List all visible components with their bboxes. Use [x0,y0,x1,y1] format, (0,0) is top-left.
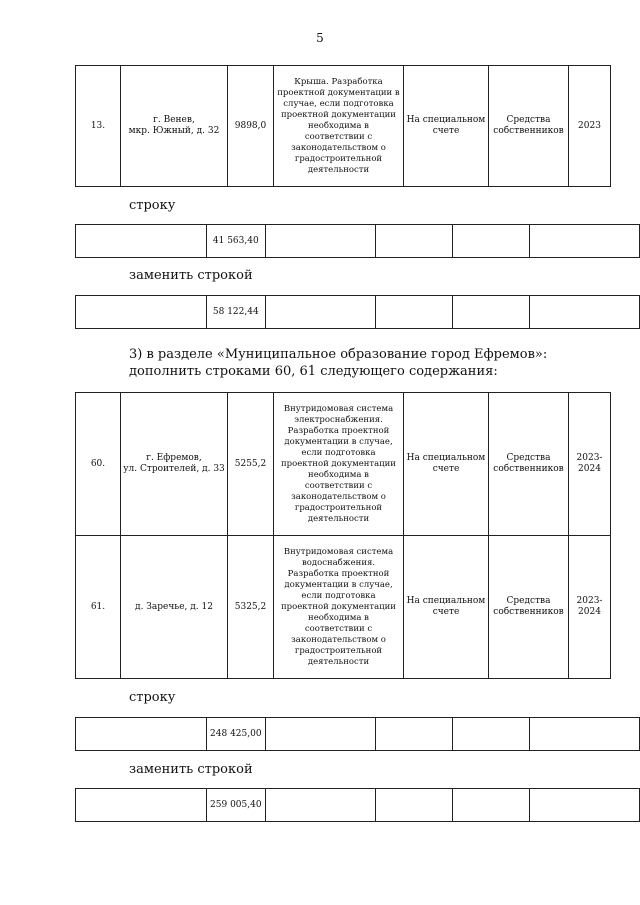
row-account: На специальном счете [404,536,489,679]
row-area: 5325,2 [228,536,274,679]
table-row [76,66,611,187]
address-line-2: ул. Строителей, д. 33 [123,464,225,474]
label-stroku: строку [129,690,176,705]
row-work-description: Внутридомовая система водоснабжения. Разработка проектной документации в случае, если подготовка проектной документации необходима в соответствии с законодательством о градостроительной деятельности [274,536,404,679]
sum-table-old-2 [75,717,640,751]
page-number: 5 [316,31,324,45]
row-number: 60. [76,393,121,536]
label-replace: заменить строкой [129,268,253,283]
row-work-description: Внутридомовая система электроснабжения. Разработка проектной документации в случае, если подготовка проектной документации необходима в соответствии с законодательством о градостроительной деятельности [274,393,404,536]
table-row [76,536,611,679]
row-area: 9898,0 [228,66,274,187]
sum-value: 41 563,40 [206,225,265,258]
address-line-1: г. Ефремов, [146,453,202,463]
row-funding-source: Средства собственников [489,536,569,679]
row-account: На специальном счете [404,66,489,187]
table-row-13 [75,65,611,187]
row-funding-source: Средства собственников [489,393,569,536]
row-year: 2023-2024 [569,393,611,536]
sum-value: 248 425,00 [206,718,265,751]
table-row [76,393,611,536]
table-row [76,718,640,751]
row-address [121,393,228,536]
row-funding-source: Средства собственников [489,66,569,187]
row-account: На специальном счете [404,393,489,536]
label-replace: заменить строкой [129,762,253,777]
row-number: 13. [76,66,121,187]
row-address [121,66,228,187]
sum-value: 259 005,40 [206,789,265,822]
table-rows-60-61 [75,392,611,679]
table-row [76,789,640,822]
label-stroku: строку [129,198,176,213]
address-line-1: г. Венев, [153,115,195,125]
row-area: 5255,2 [228,393,274,536]
row-work-description: Крыша. Разработка проектной документации в случае, если подготовка проектной документации необходима в соответствии с законодательством о градостроительной деятельности [274,66,404,187]
row-number: 61. [76,536,121,679]
section-paragraph: 3) в разделе «Муниципальное образование город Ефремов»: дополнить строками 60, 61 следующего содержания: [129,347,548,379]
table-row [76,296,640,329]
row-year: 2023-2024 [569,536,611,679]
sum-table-old-1 [75,224,640,258]
row-address: д. Заречье, д. 12 [121,536,228,679]
sum-table-new-1 [75,295,640,329]
row-year: 2023 [569,66,611,187]
sum-table-new-2 [75,788,640,822]
table-row [76,225,640,258]
sum-value: 58 122,44 [206,296,265,329]
address-line-2: мкр. Южный, д. 32 [128,126,220,136]
